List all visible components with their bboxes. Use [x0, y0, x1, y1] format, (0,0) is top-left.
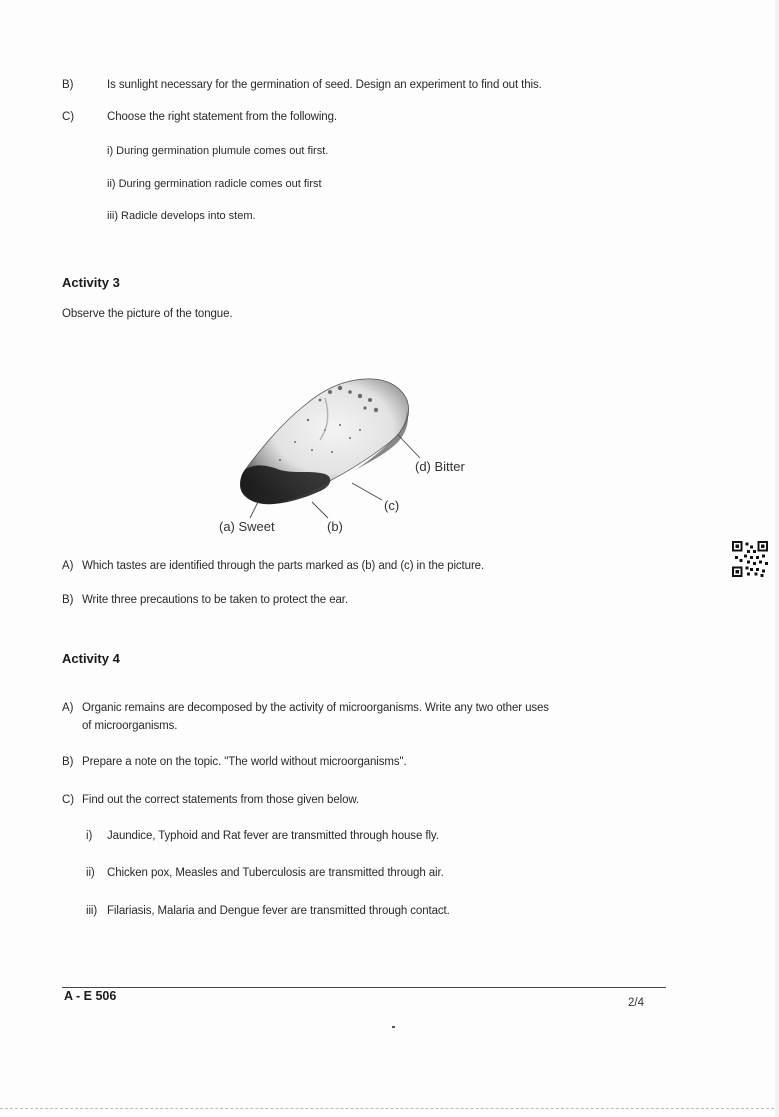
activity4-q-c: Find out the correct statements from those given below.	[82, 794, 360, 806]
label-d-bitter: (d) Bitter	[415, 459, 465, 474]
activity4-heading: Activity 4	[62, 651, 120, 666]
statement-2-marker: ii)	[86, 867, 95, 879]
option-1: i) During germination plumule comes out first.	[107, 145, 329, 157]
label-b: (b)	[327, 519, 343, 534]
option-2: ii) During germination radicle comes out first	[107, 178, 322, 190]
activity3-intro: Observe the picture of the tongue.	[62, 308, 233, 320]
statement-3: Filariasis, Malaria and Dengue fever are transmitted through contact.	[107, 905, 450, 917]
question-marker-c: C)	[62, 111, 74, 123]
option-3: iii) Radicle develops into stem.	[107, 210, 256, 222]
question-marker-b: B)	[62, 79, 74, 91]
activity3-heading: Activity 3	[62, 275, 120, 290]
qr-code-icon	[732, 541, 768, 577]
question-text-b: Is sunlight necessary for the germination of seed. Design an experiment to find out this.	[107, 79, 542, 91]
statement-1-marker: i)	[86, 830, 93, 842]
activity3-q-a: Which tastes are identified through the parts marked as (b) and (c) in the picture.	[82, 560, 485, 572]
question-text-c: Choose the right statement from the following.	[107, 111, 337, 123]
paper-code: A - E 506	[64, 989, 117, 1003]
activity3-q-b: Write three precautions to be taken to protect the ear.	[82, 594, 348, 606]
activity4-q-b: Prepare a note on the topic. "The world without microorganisms".	[82, 756, 407, 768]
statement-2: Chicken pox, Measles and Tuberculosis are transmitted through air.	[107, 867, 444, 879]
label-a-sweet: (a) Sweet	[219, 519, 275, 534]
page-bottom-edge	[0, 1108, 779, 1111]
statement-3-marker: iii)	[86, 905, 98, 917]
activity4-q-b-marker: B)	[62, 756, 74, 768]
activity4-q-a-marker: A)	[62, 702, 74, 714]
scan-speck	[392, 1026, 395, 1028]
activity4-q-a: Organic remains are decomposed by the activity of microorganisms. Write any two other uses	[82, 702, 549, 714]
label-c: (c)	[384, 498, 400, 513]
footer-divider	[62, 987, 666, 988]
activity4-q-a-cont: of microorganisms.	[82, 720, 178, 732]
activity3-q-b-marker: B)	[62, 594, 74, 606]
page-right-edge	[775, 0, 779, 1117]
statement-1: Jaundice, Typhoid and Rat fever are transmitted through house fly.	[107, 830, 439, 842]
activity4-q-c-marker: C)	[62, 794, 74, 806]
page-number: 2/4	[628, 997, 644, 1009]
activity3-q-a-marker: A)	[62, 560, 74, 572]
